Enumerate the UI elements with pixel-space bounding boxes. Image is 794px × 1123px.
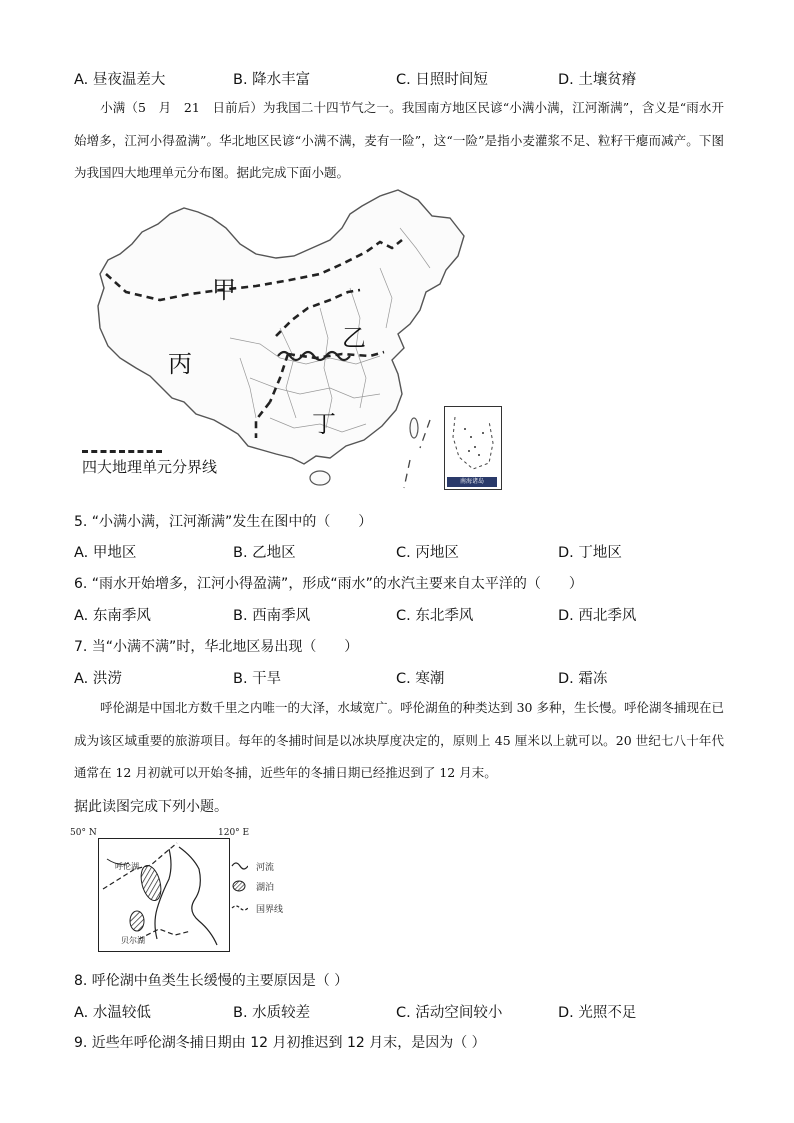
region-label-bing: 丙 <box>168 350 192 378</box>
q5-option-d: D. 丁地区 <box>558 545 622 561</box>
lake-legend-icon <box>233 881 245 891</box>
q4-option-b: B. 降水丰富 <box>233 72 311 88</box>
q7-option-b: B. 干旱 <box>233 671 282 687</box>
q8-option-b: B. 水质较差 <box>233 1005 311 1021</box>
boundary-legend-label: 四大地理单元分界线 <box>82 458 218 476</box>
q9-stem: 9. 近些年呼伦湖冬捕日期由 12 月初推迟到 12 月末，是因为（ ） <box>74 1035 486 1051</box>
hulun-map-drawing <box>99 839 229 951</box>
q7-option-c: C. 寒潮 <box>396 671 445 687</box>
q8-option-a: A. 水温较低 <box>74 1005 151 1021</box>
q8-stem: 8. 呼伦湖中鱼类生长缓慢的主要原因是（ ） <box>74 973 349 989</box>
taiwan-island <box>410 418 418 438</box>
latitude-label: 50° N <box>70 828 97 838</box>
q5-stem: 5. “小满小满，江河渐满”发生在图中的（ ） <box>74 514 373 530</box>
q5-option-a: A. 甲地区 <box>74 545 137 561</box>
q6-option-c: C. 东北季风 <box>396 608 474 624</box>
region-label-ding: 丁 <box>312 410 336 438</box>
region-label-jia: 甲 <box>212 276 236 304</box>
passage-xiaoman: 小满（5 月 21 日前后）为我国二十四节气之一。我国南方地区民谚“小满小满，江河渐满”，含义是“雨水开始增多，江河小得盈满”。华北地区民谚“小满不满，麦有一险”，这“一险”是指小麦灌浆不足、粒籽干瘪而减产。下图为我国四大地理单元分布图。据此完成下面小题。 <box>74 100 724 180</box>
border-legend-icon <box>232 906 248 910</box>
south-china-sea-inset <box>444 406 502 490</box>
longitude-label: 120° E <box>218 828 250 838</box>
q6-stem: 6. “雨水开始增多，江河小得盈满”，形成“雨水”的水汽主要来自太平洋的（ ） <box>74 576 583 592</box>
q8-option-c: C. 活动空间较小 <box>396 1005 503 1021</box>
river-legend-icon <box>232 863 248 869</box>
hulun-lake-label: 呼伦湖 <box>115 862 139 871</box>
legend-border: 国界线 <box>256 905 284 915</box>
map2-legend-symbols <box>230 860 248 916</box>
q7-option-a: A. 洪涝 <box>74 671 122 687</box>
legend-lake: 湖泊 <box>256 883 275 893</box>
q7-option-d: D. 霜冻 <box>558 671 608 687</box>
q5-option-b: B. 乙地区 <box>233 545 296 561</box>
q6-option-d: D. 西北季风 <box>558 608 637 624</box>
passage2-instruction: 据此读图完成下列小题。 <box>74 799 228 815</box>
q4-option-d: D. 土壤贫瘠 <box>558 72 637 88</box>
q6-option-b: B. 西南季风 <box>233 608 311 624</box>
q4-option-c: C. 日照时间短 <box>396 72 488 88</box>
hulun-lake-map <box>70 828 310 958</box>
hainan-island <box>310 471 330 485</box>
q6-option-a: A. 东南季风 <box>74 608 151 624</box>
buir-lake-label: 贝尔湖 <box>121 936 145 945</box>
inset-drawing <box>445 407 501 477</box>
region-label-yi: 乙 <box>342 324 366 352</box>
q5-option-c: C. 丙地区 <box>396 545 459 561</box>
inset-label: 南海诸岛 <box>447 477 497 487</box>
china-regions-map <box>80 188 500 498</box>
map-frame <box>98 838 230 952</box>
q4-option-a: A. 昼夜温差大 <box>74 72 166 88</box>
passage-hulun-lake: 呼伦湖是中国北方数千里之内唯一的大泽，水域宽广。呼伦湖鱼的种类达到 30 多种，生长慢。呼伦湖冬捕现在已成为该区域重要的旅游项目。每年的冬捕时间是以冰块厚度决定的，原则上 45 厘米以上就可以。20 世纪七八十年代通常在 12 月初就可以开始冬捕，近些年的冬捕日期已经推迟到了 12 月末。 <box>74 700 724 780</box>
boundary-legend-line <box>82 450 162 453</box>
q8-option-d: D. 光照不足 <box>558 1005 637 1021</box>
q7-stem: 7. 当“小满不满”时，华北地区易出现（ ） <box>74 639 359 655</box>
legend-river: 河流 <box>256 863 275 873</box>
